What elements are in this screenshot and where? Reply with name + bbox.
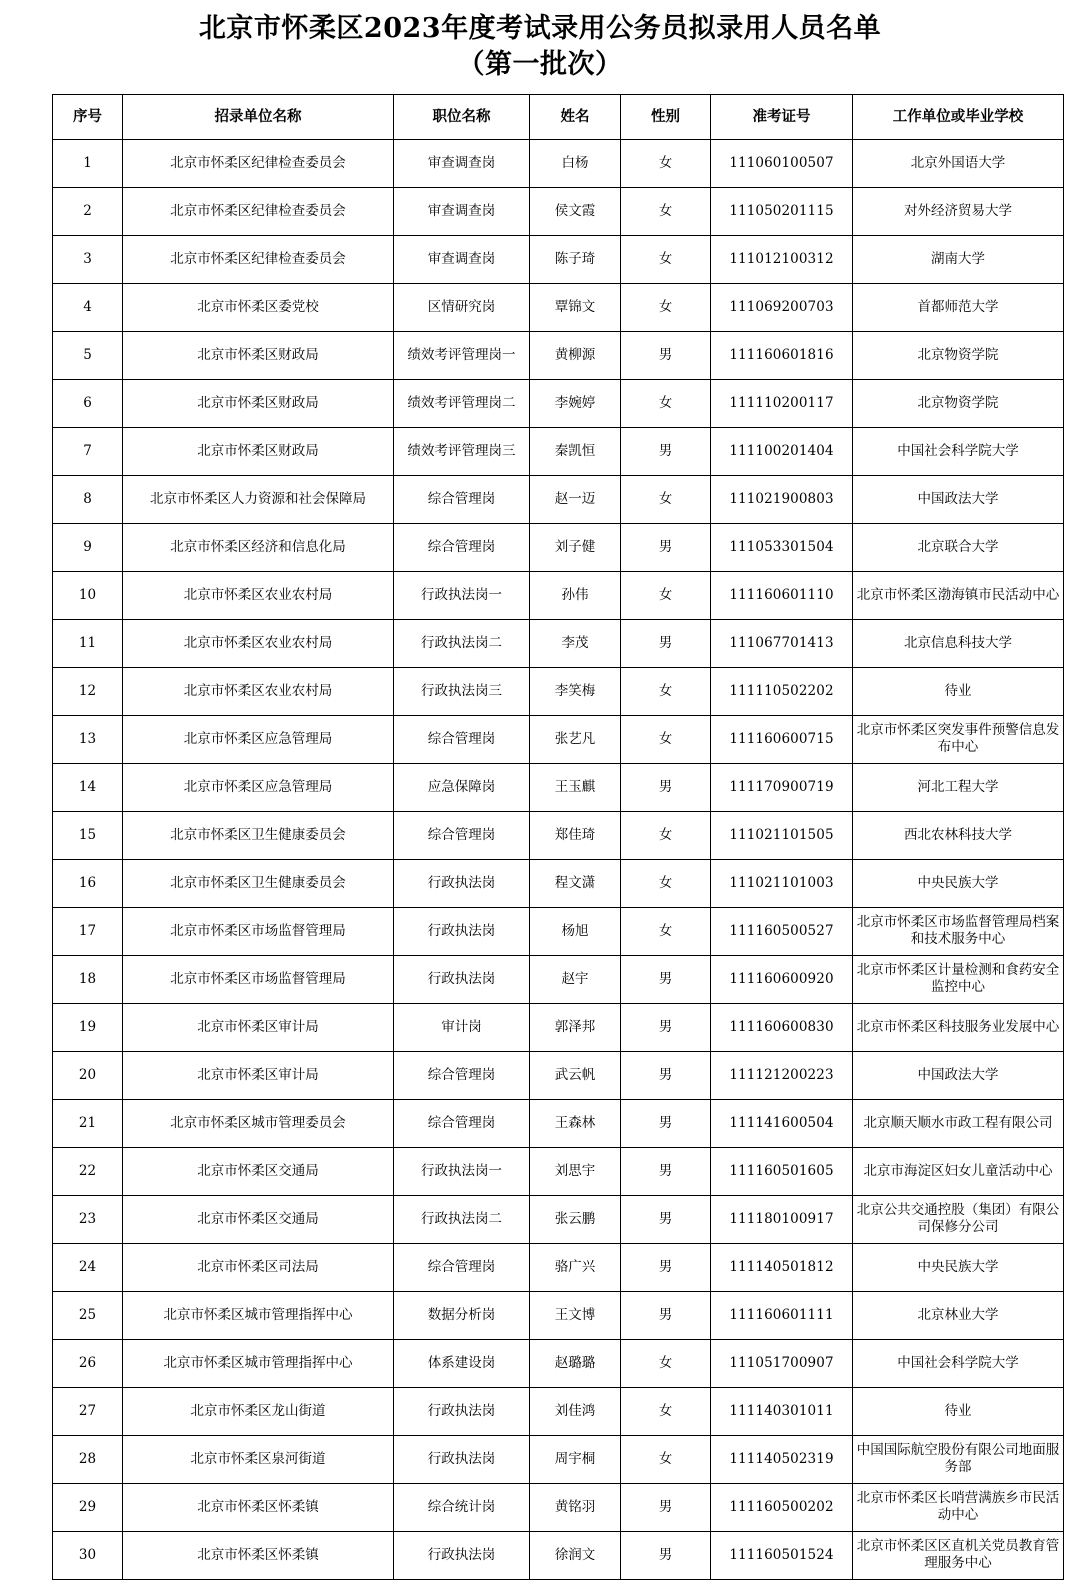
cell-exam-id: 111121200223 xyxy=(711,1051,853,1099)
cell-name: 侯文霞 xyxy=(530,187,621,235)
cell-name: 陈子琦 xyxy=(530,235,621,283)
cell-name: 白杨 xyxy=(530,139,621,187)
cell-index: 25 xyxy=(53,1291,123,1339)
cell-position: 综合统计岗 xyxy=(394,1483,530,1531)
cell-name: 徐润文 xyxy=(530,1531,621,1579)
cell-unit: 北京市怀柔区应急管理局 xyxy=(123,715,394,763)
cell-organization: 北京信息科技大学 xyxy=(853,619,1064,667)
cell-index: 30 xyxy=(53,1531,123,1579)
cell-exam-id: 111051700907 xyxy=(711,1339,853,1387)
cell-organization: 中国社会科学院大学 xyxy=(853,1339,1064,1387)
cell-organization: 中国社会科学院大学 xyxy=(853,427,1064,475)
cell-gender: 男 xyxy=(621,763,711,811)
cell-organization: 对外经济贸易大学 xyxy=(853,187,1064,235)
cell-unit: 北京市怀柔区龙山街道 xyxy=(123,1387,394,1435)
cell-exam-id: 111160600920 xyxy=(711,955,853,1003)
cell-position: 行政执法岗三 xyxy=(394,667,530,715)
cell-index: 8 xyxy=(53,475,123,523)
column-header-index: 序号 xyxy=(53,94,123,139)
cell-exam-id: 111110200117 xyxy=(711,379,853,427)
cell-exam-id: 111140301011 xyxy=(711,1387,853,1435)
cell-unit: 北京市怀柔区农业农村局 xyxy=(123,571,394,619)
table-row xyxy=(53,235,1064,283)
cell-index: 29 xyxy=(53,1483,123,1531)
cell-index: 27 xyxy=(53,1387,123,1435)
cell-position: 行政执法岗一 xyxy=(394,571,530,619)
cell-organization: 北京市怀柔区渤海镇市民活动中心 xyxy=(853,571,1064,619)
cell-organization: 北京市怀柔区长哨营满族乡市民活动中心 xyxy=(853,1483,1064,1531)
cell-position: 绩效考评管理岗二 xyxy=(394,379,530,427)
table-row xyxy=(53,427,1064,475)
cell-unit: 北京市怀柔区卫生健康委员会 xyxy=(123,811,394,859)
cell-exam-id: 111160601111 xyxy=(711,1291,853,1339)
cell-organization: 北京联合大学 xyxy=(853,523,1064,571)
cell-gender: 女 xyxy=(621,139,711,187)
table-row xyxy=(53,763,1064,811)
cell-index: 14 xyxy=(53,763,123,811)
cell-name: 王玉麒 xyxy=(530,763,621,811)
cell-index: 9 xyxy=(53,523,123,571)
cell-index: 22 xyxy=(53,1147,123,1195)
page-title-line-1: 北京市怀柔区2023年度考试录用公务员拟录用人员名单 xyxy=(198,13,882,44)
cell-gender: 女 xyxy=(621,1387,711,1435)
cell-gender: 女 xyxy=(621,571,711,619)
cell-unit: 北京市怀柔区审计局 xyxy=(123,1003,394,1051)
cell-position: 行政执法岗二 xyxy=(394,1195,530,1243)
cell-unit: 北京市怀柔区市场监督管理局 xyxy=(123,955,394,1003)
cell-position: 综合管理岗 xyxy=(394,1243,530,1291)
cell-name: 秦凯恒 xyxy=(530,427,621,475)
cell-unit: 北京市怀柔区交通局 xyxy=(123,1195,394,1243)
cell-exam-id: 111160601816 xyxy=(711,331,853,379)
cell-exam-id: 111100201404 xyxy=(711,427,853,475)
cell-index: 21 xyxy=(53,1099,123,1147)
cell-index: 28 xyxy=(53,1435,123,1483)
table-row xyxy=(53,1147,1064,1195)
cell-position: 综合管理岗 xyxy=(394,475,530,523)
cell-unit: 北京市怀柔区城市管理指挥中心 xyxy=(123,1291,394,1339)
cell-organization: 待业 xyxy=(853,1387,1064,1435)
column-header-unit: 招录单位名称 xyxy=(123,94,394,139)
cell-gender: 女 xyxy=(621,1339,711,1387)
table-row xyxy=(53,1291,1064,1339)
table-row xyxy=(53,619,1064,667)
cell-unit: 北京市怀柔区财政局 xyxy=(123,331,394,379)
cell-organization: 北京市怀柔区计量检测和食药安全监控中心 xyxy=(853,955,1064,1003)
cell-unit: 北京市怀柔区审计局 xyxy=(123,1051,394,1099)
table-row xyxy=(53,1003,1064,1051)
cell-unit: 北京市怀柔区交通局 xyxy=(123,1147,394,1195)
cell-name: 李笑梅 xyxy=(530,667,621,715)
cell-unit: 北京市怀柔区经济和信息化局 xyxy=(123,523,394,571)
cell-organization: 西北农林科技大学 xyxy=(853,811,1064,859)
cell-unit: 北京市怀柔区纪律检查委员会 xyxy=(123,139,394,187)
cell-gender: 女 xyxy=(621,715,711,763)
roster-table-container xyxy=(52,94,1060,1580)
cell-gender: 男 xyxy=(621,427,711,475)
table-row xyxy=(53,139,1064,187)
cell-organization: 北京市怀柔区突发事件预警信息发布中心 xyxy=(853,715,1064,763)
cell-exam-id: 111021101003 xyxy=(711,859,853,907)
cell-index: 1 xyxy=(53,139,123,187)
cell-unit: 北京市怀柔区城市管理指挥中心 xyxy=(123,1339,394,1387)
table-row xyxy=(53,1435,1064,1483)
cell-unit: 北京市怀柔区农业农村局 xyxy=(123,667,394,715)
cell-organization: 北京公共交通控股（集团）有限公司保修分公司 xyxy=(853,1195,1064,1243)
cell-name: 骆广兴 xyxy=(530,1243,621,1291)
cell-gender: 男 xyxy=(621,1531,711,1579)
cell-gender: 女 xyxy=(621,859,711,907)
cell-gender: 女 xyxy=(621,187,711,235)
cell-exam-id: 111160600715 xyxy=(711,715,853,763)
cell-gender: 男 xyxy=(621,331,711,379)
page-title xyxy=(40,0,1040,83)
cell-name: 张云鹏 xyxy=(530,1195,621,1243)
cell-gender: 女 xyxy=(621,283,711,331)
cell-gender: 男 xyxy=(621,955,711,1003)
cell-organization: 北京顺天顺水市政工程有限公司 xyxy=(853,1099,1064,1147)
cell-exam-id: 111160500202 xyxy=(711,1483,853,1531)
cell-name: 王文博 xyxy=(530,1291,621,1339)
cell-index: 13 xyxy=(53,715,123,763)
table-row xyxy=(53,331,1064,379)
table-row xyxy=(53,859,1064,907)
cell-gender: 女 xyxy=(621,907,711,955)
cell-organization: 中央民族大学 xyxy=(853,1243,1064,1291)
cell-exam-id: 111021101505 xyxy=(711,811,853,859)
cell-gender: 女 xyxy=(621,811,711,859)
column-header-gender: 性别 xyxy=(621,94,711,139)
cell-exam-id: 111053301504 xyxy=(711,523,853,571)
cell-index: 17 xyxy=(53,907,123,955)
cell-name: 张艺凡 xyxy=(530,715,621,763)
cell-index: 3 xyxy=(53,235,123,283)
cell-position: 综合管理岗 xyxy=(394,1051,530,1099)
table-row xyxy=(53,283,1064,331)
cell-organization: 湖南大学 xyxy=(853,235,1064,283)
cell-exam-id: 111021900803 xyxy=(711,475,853,523)
cell-exam-id: 111180100917 xyxy=(711,1195,853,1243)
cell-name: 刘佳鸿 xyxy=(530,1387,621,1435)
cell-name: 武云帆 xyxy=(530,1051,621,1099)
table-row xyxy=(53,523,1064,571)
table-row xyxy=(53,907,1064,955)
cell-unit: 北京市怀柔区应急管理局 xyxy=(123,763,394,811)
cell-name: 李茂 xyxy=(530,619,621,667)
table-header-row xyxy=(53,94,1064,139)
cell-index: 16 xyxy=(53,859,123,907)
cell-exam-id: 111060100507 xyxy=(711,139,853,187)
column-header-position: 职位名称 xyxy=(394,94,530,139)
cell-name: 赵宇 xyxy=(530,955,621,1003)
cell-position: 绩效考评管理岗三 xyxy=(394,427,530,475)
table-row xyxy=(53,667,1064,715)
cell-name: 赵璐璐 xyxy=(530,1339,621,1387)
cell-position: 综合管理岗 xyxy=(394,1099,530,1147)
cell-index: 20 xyxy=(53,1051,123,1099)
cell-name: 周宇桐 xyxy=(530,1435,621,1483)
cell-index: 24 xyxy=(53,1243,123,1291)
cell-position: 综合管理岗 xyxy=(394,811,530,859)
column-header-exam-id: 准考证号 xyxy=(711,94,853,139)
cell-exam-id: 111141600504 xyxy=(711,1099,853,1147)
cell-organization: 中央民族大学 xyxy=(853,859,1064,907)
cell-organization: 北京市海淀区妇女儿童活动中心 xyxy=(853,1147,1064,1195)
cell-name: 杨旭 xyxy=(530,907,621,955)
cell-index: 12 xyxy=(53,667,123,715)
cell-organization: 北京市怀柔区科技服务业发展中心 xyxy=(853,1003,1064,1051)
cell-exam-id: 111170900719 xyxy=(711,763,853,811)
table-row xyxy=(53,715,1064,763)
cell-unit: 北京市怀柔区财政局 xyxy=(123,379,394,427)
table-row xyxy=(53,379,1064,427)
cell-position: 行政执法岗 xyxy=(394,859,530,907)
cell-unit: 北京市怀柔区财政局 xyxy=(123,427,394,475)
table-row xyxy=(53,1339,1064,1387)
cell-unit: 北京市怀柔区司法局 xyxy=(123,1243,394,1291)
table-row xyxy=(53,1483,1064,1531)
cell-gender: 男 xyxy=(621,1243,711,1291)
cell-gender: 女 xyxy=(621,667,711,715)
cell-organization: 北京林业大学 xyxy=(853,1291,1064,1339)
cell-unit: 北京市怀柔区委党校 xyxy=(123,283,394,331)
column-header-name: 姓名 xyxy=(530,94,621,139)
cell-organization: 首都师范大学 xyxy=(853,283,1064,331)
cell-exam-id: 111160601110 xyxy=(711,571,853,619)
cell-name: 覃锦文 xyxy=(530,283,621,331)
cell-gender: 女 xyxy=(621,379,711,427)
cell-organization: 北京外国语大学 xyxy=(853,139,1064,187)
cell-organization: 北京物资学院 xyxy=(853,379,1064,427)
cell-position: 区情研究岗 xyxy=(394,283,530,331)
cell-position: 审计岗 xyxy=(394,1003,530,1051)
cell-organization: 中国政法大学 xyxy=(853,475,1064,523)
cell-gender: 男 xyxy=(621,1195,711,1243)
cell-gender: 男 xyxy=(621,1291,711,1339)
cell-position: 绩效考评管理岗一 xyxy=(394,331,530,379)
cell-gender: 男 xyxy=(621,1147,711,1195)
cell-exam-id: 111140502319 xyxy=(711,1435,853,1483)
cell-unit: 北京市怀柔区纪律检查委员会 xyxy=(123,187,394,235)
cell-name: 郭泽邦 xyxy=(530,1003,621,1051)
cell-gender: 男 xyxy=(621,1003,711,1051)
cell-gender: 女 xyxy=(621,1435,711,1483)
table-row xyxy=(53,475,1064,523)
cell-position: 数据分析岗 xyxy=(394,1291,530,1339)
cell-organization: 河北工程大学 xyxy=(853,763,1064,811)
cell-organization: 中国政法大学 xyxy=(853,1051,1064,1099)
table-row xyxy=(53,1387,1064,1435)
cell-index: 10 xyxy=(53,571,123,619)
cell-position: 行政执法岗二 xyxy=(394,619,530,667)
cell-index: 5 xyxy=(53,331,123,379)
cell-index: 4 xyxy=(53,283,123,331)
cell-exam-id: 111050201115 xyxy=(711,187,853,235)
cell-name: 黄铭羽 xyxy=(530,1483,621,1531)
cell-name: 程文潇 xyxy=(530,859,621,907)
cell-position: 综合管理岗 xyxy=(394,523,530,571)
roster-table xyxy=(52,94,1064,1580)
cell-position: 行政执法岗一 xyxy=(394,1147,530,1195)
cell-index: 26 xyxy=(53,1339,123,1387)
cell-exam-id: 111160501605 xyxy=(711,1147,853,1195)
cell-organization: 中国国际航空股份有限公司地面服务部 xyxy=(853,1435,1064,1483)
cell-name: 郑佳琦 xyxy=(530,811,621,859)
cell-name: 刘子健 xyxy=(530,523,621,571)
cell-index: 23 xyxy=(53,1195,123,1243)
cell-position: 行政执法岗 xyxy=(394,955,530,1003)
cell-exam-id: 111140501812 xyxy=(711,1243,853,1291)
table-row xyxy=(53,1099,1064,1147)
cell-index: 2 xyxy=(53,187,123,235)
cell-organization: 北京物资学院 xyxy=(853,331,1064,379)
cell-index: 11 xyxy=(53,619,123,667)
cell-gender: 男 xyxy=(621,619,711,667)
cell-gender: 男 xyxy=(621,1099,711,1147)
cell-unit: 北京市怀柔区农业农村局 xyxy=(123,619,394,667)
cell-unit: 北京市怀柔区纪律检查委员会 xyxy=(123,235,394,283)
cell-position: 应急保障岗 xyxy=(394,763,530,811)
page-title-line-2: （第一批次） xyxy=(457,48,623,80)
table-row xyxy=(53,1243,1064,1291)
cell-name: 王森林 xyxy=(530,1099,621,1147)
cell-gender: 男 xyxy=(621,1483,711,1531)
cell-index: 18 xyxy=(53,955,123,1003)
cell-unit: 北京市怀柔区人力资源和社会保障局 xyxy=(123,475,394,523)
cell-unit: 北京市怀柔区市场监督管理局 xyxy=(123,907,394,955)
table-header xyxy=(53,94,1064,139)
table-row xyxy=(53,1531,1064,1579)
cell-exam-id: 111067701413 xyxy=(711,619,853,667)
cell-index: 19 xyxy=(53,1003,123,1051)
table-row xyxy=(53,955,1064,1003)
cell-unit: 北京市怀柔区怀柔镇 xyxy=(123,1483,394,1531)
cell-gender: 男 xyxy=(621,1051,711,1099)
cell-position: 行政执法岗 xyxy=(394,1435,530,1483)
cell-position: 审查调查岗 xyxy=(394,235,530,283)
table-row xyxy=(53,1051,1064,1099)
cell-position: 体系建设岗 xyxy=(394,1339,530,1387)
cell-position: 行政执法岗 xyxy=(394,1387,530,1435)
cell-position: 审查调查岗 xyxy=(394,187,530,235)
cell-index: 15 xyxy=(53,811,123,859)
cell-index: 6 xyxy=(53,379,123,427)
cell-exam-id: 111012100312 xyxy=(711,235,853,283)
cell-name: 赵一迈 xyxy=(530,475,621,523)
cell-unit: 北京市怀柔区城市管理委员会 xyxy=(123,1099,394,1147)
cell-organization: 北京市怀柔区市场监督管理局档案和技术服务中心 xyxy=(853,907,1064,955)
cell-exam-id: 111160501524 xyxy=(711,1531,853,1579)
cell-index: 7 xyxy=(53,427,123,475)
table-row xyxy=(53,811,1064,859)
cell-organization: 待业 xyxy=(853,667,1064,715)
cell-position: 综合管理岗 xyxy=(394,715,530,763)
cell-gender: 女 xyxy=(621,235,711,283)
cell-unit: 北京市怀柔区卫生健康委员会 xyxy=(123,859,394,907)
cell-exam-id: 111160500527 xyxy=(711,907,853,955)
cell-unit: 北京市怀柔区怀柔镇 xyxy=(123,1531,394,1579)
cell-unit: 北京市怀柔区泉河街道 xyxy=(123,1435,394,1483)
cell-exam-id: 111110502202 xyxy=(711,667,853,715)
table-row xyxy=(53,571,1064,619)
table-row xyxy=(53,1195,1064,1243)
cell-gender: 男 xyxy=(621,523,711,571)
cell-exam-id: 111069200703 xyxy=(711,283,853,331)
cell-name: 孙伟 xyxy=(530,571,621,619)
cell-position: 行政执法岗 xyxy=(394,907,530,955)
table-row xyxy=(53,187,1064,235)
cell-name: 刘思宇 xyxy=(530,1147,621,1195)
cell-name: 李婉婷 xyxy=(530,379,621,427)
column-header-organization: 工作单位或毕业学校 xyxy=(853,94,1064,139)
cell-position: 审查调查岗 xyxy=(394,139,530,187)
cell-position: 行政执法岗 xyxy=(394,1531,530,1579)
cell-exam-id: 111160600830 xyxy=(711,1003,853,1051)
cell-name: 黄柳源 xyxy=(530,331,621,379)
cell-gender: 女 xyxy=(621,475,711,523)
table-body xyxy=(53,139,1064,1579)
cell-organization: 北京市怀柔区区直机关党员教育管理服务中心 xyxy=(853,1531,1064,1579)
